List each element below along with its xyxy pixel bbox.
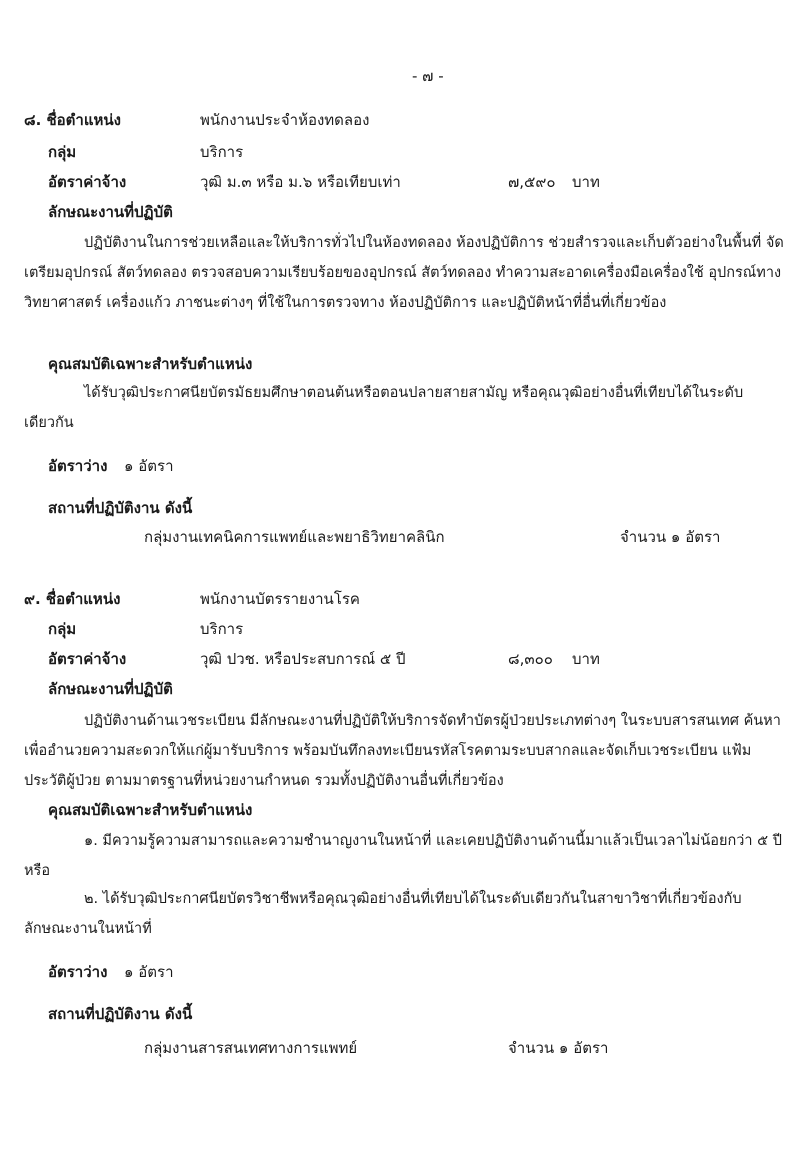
position-title: พนักงานบัตรรายงานโรค [200, 590, 360, 608]
location-name: กลุ่มงานเทคนิคการแพทย์และพยาธิวิทยาคลินิก [144, 528, 445, 546]
duties-label: ลักษณะงานที่ปฏิบัติ [48, 203, 173, 221]
qualification-item-1: ๑. มีความรู้ความสามารถและความชำนาญงานในหน้าที่ และเคยปฏิบัติงานด้านนี้มาแล้วเป็นเวลาไม่น้อยกว่า ๕ ปี หรือ [24, 833, 782, 879]
wage-label: อัตราค่าจ้าง [48, 650, 127, 668]
group-value: บริการ [200, 620, 244, 638]
vacancy-value: ๑ อัตรา [124, 457, 174, 475]
qualification-item-2: ๒. ได้รับวุฒิประกาศนียบัตรวิชาชีพหรือคุณวุฒิอย่างอื่นที่เทียบได้ในระดับเดียวกันในสาขาวิชาที่เกี่ยวข้องกับลักษณะงานในหน้าที่ [24, 891, 742, 937]
group-value: บริการ [200, 143, 244, 161]
position-title: พนักงานประจำห้องทดลอง [200, 111, 370, 129]
vacancy-value: ๑ อัตรา [124, 963, 174, 981]
wage-qualification: วุฒิ ม.๓ หรือ ม.๖ หรือเทียบเท่า [200, 173, 401, 191]
qualification-label: คุณสมบัติเฉพาะสำหรับตำแหน่ง [48, 801, 253, 819]
location-count: จำนวน ๑ อัตรา [620, 528, 721, 546]
qualification-label: คุณสมบัติเฉพาะสำหรับตำแหน่ง [48, 355, 253, 373]
vacancy-label: อัตราว่าง [48, 457, 108, 475]
position-number-title: ๘. ชื่อตำแหน่ง [24, 111, 121, 129]
page-number: - ๗ - [412, 67, 444, 85]
wage-qualification: วุฒิ ปวช. หรือประสบการณ์ ๕ ปี [200, 650, 406, 668]
duties-label: ลักษณะงานที่ปฏิบัติ [48, 680, 173, 698]
duties-text: ปฏิบัติงานด้านเวชระเบียน มีลักษณะงานที่ปฏิบัติให้บริการจัดทำบัตรผู้ป่วยประเภทต่างๆ ในระบบสารสนเทศ ค้นหาเพื่ออำนวยความสะดวกให้แก่ผู้มารับบริการ พร้อมบันทึกลงทะเบียนรหัสโรคตามระบบสากลและจัดเก็บเวชระเบียน แฟ้มประวัติผู้ป่วย ตามมาตรฐานที่หน่วยงานกำหนด รวมทั้งปฏิบัติงานอื่นที่เกี่ยวข้อง [24, 713, 781, 789]
position-number-title: ๙. ชื่อตำแหน่ง [24, 590, 121, 608]
location-count: จำนวน ๑ อัตรา [508, 1039, 609, 1057]
location-name: กลุ่มงานสารสนเทศทางการแพทย์ [144, 1039, 358, 1057]
location-label: สถานที่ปฏิบัติงาน ดังนี้ [48, 499, 193, 517]
wage-label: อัตราค่าจ้าง [48, 173, 127, 191]
qualification-text: ได้รับวุฒิประกาศนียบัตรมัธยมศึกษาตอนต้นหรือตอนปลายสายสามัญ หรือคุณวุฒิอย่างอื่นที่เทียบได้ในระดับเดียวกัน [24, 385, 744, 431]
wage-amount: ๗,๕๙๐ [508, 173, 556, 191]
group-label: กลุ่ม [48, 143, 77, 161]
wage-unit: บาท [572, 650, 600, 668]
group-label: กลุ่ม [48, 620, 77, 638]
location-label: สถานที่ปฏิบัติงาน ดังนี้ [48, 1005, 193, 1023]
wage-amount: ๘,๓๐๐ [508, 650, 553, 668]
vacancy-label: อัตราว่าง [48, 963, 108, 981]
wage-unit: บาท [572, 173, 600, 191]
duties-text: ปฏิบัติงานในการช่วยเหลือและให้บริการทั่วไปในห้องทดลอง ห้องปฏิบัติการ ช่วยสำรวจและเก็บตัวอย่างในพื้นที่ จัดเตรียมอุปกรณ์ สัตว์ทดลอง ตรวจสอบความเรียบร้อยของอุปกรณ์ สัตว์ทดลอง ทำความสะอาดเครื่องมือเครื่องใช้ อุปกรณ์ทางวิทยาศาสตร์ เครื่องแก้ว ภาชนะต่างๆ ที่ใช้ในการตรวจทาง ห้องปฏิบัติการ และปฏิบัติหน้าที่อื่นที่เกี่ยวข้อง [24, 235, 784, 311]
